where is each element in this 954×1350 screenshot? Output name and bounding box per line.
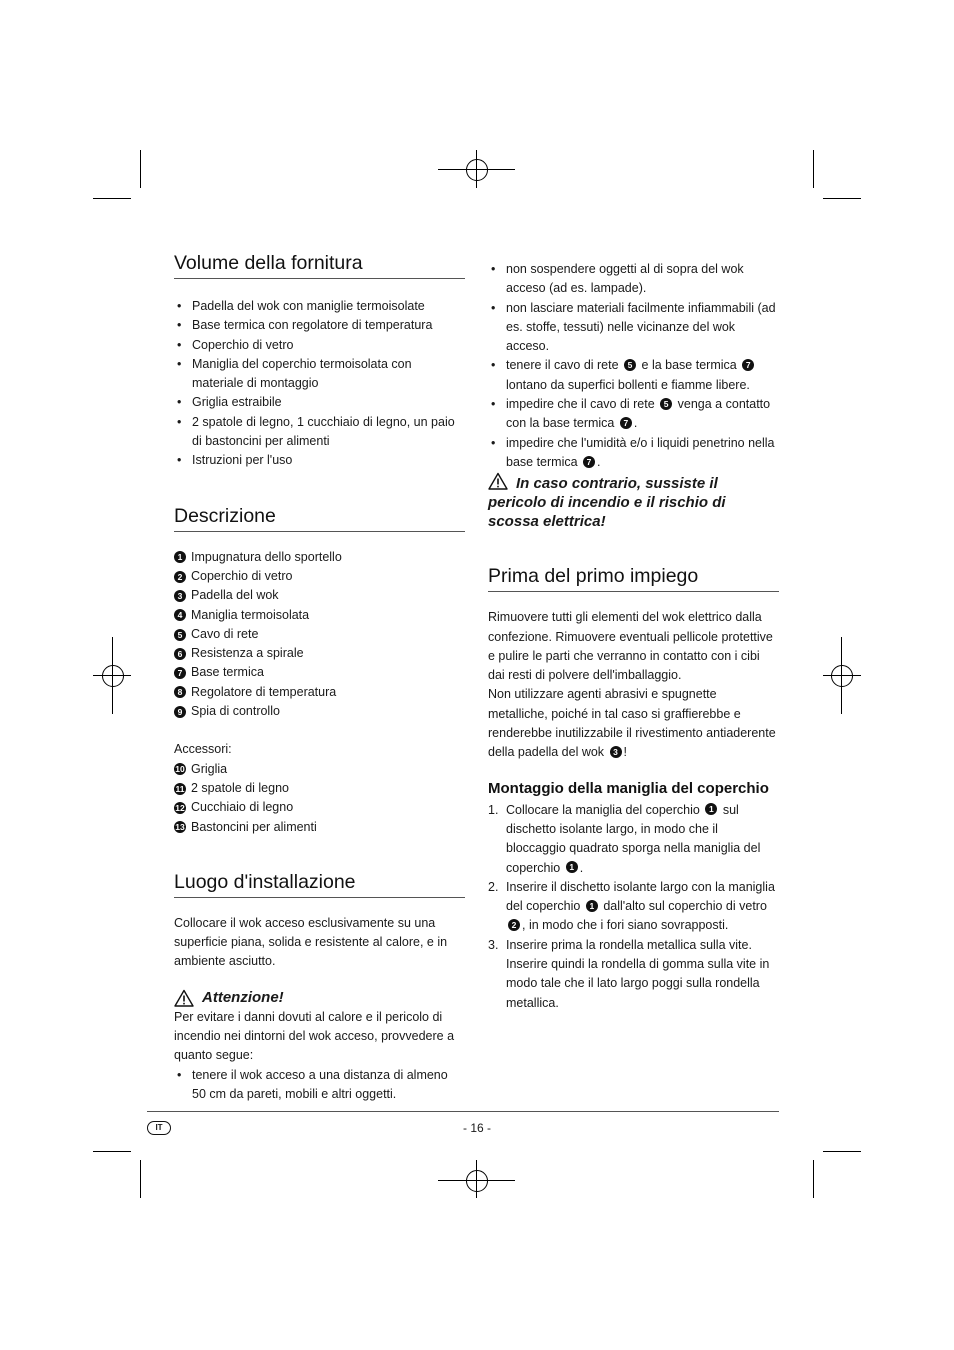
list-item: 2 Coperchio di vetro xyxy=(174,567,465,586)
part-number-badge: 13 xyxy=(175,822,185,833)
list-item: 11 2 spatole di legno xyxy=(175,780,289,795)
part-number-badge: 12 xyxy=(175,802,185,813)
list-item: 12 Cucchiaio di legno xyxy=(175,800,294,815)
attention-list xyxy=(174,1066,465,1105)
part-number-badge: 9 xyxy=(174,706,186,718)
part-ref-badge: 1 xyxy=(566,861,578,873)
part-number-badge: 11 xyxy=(175,783,185,794)
part-number-badge: 10 xyxy=(175,764,185,775)
danger-warning: In caso contrario, sussiste il pericolo di incendio e il rischio di scossa elettrica! xyxy=(488,472,779,531)
first-use-caution: Non utilizzare agenti abrasivi e spugnette metalliche, poiché in tal caso si graffierebbe e renderebbe inutilizzabile il rivestimento antiaderente della padella del wok 3 ! xyxy=(488,687,776,760)
list-item: 4 Maniglia termoisolata xyxy=(174,606,465,625)
part-ref-badge: 7 xyxy=(742,359,754,371)
part-number-badge: 2 xyxy=(174,571,186,583)
fornitura-list xyxy=(174,297,465,471)
assembly-steps xyxy=(488,801,779,1013)
list-item: • impedire che l'umidità e/o i liquidi penetrino nella base termica 7 . xyxy=(488,434,779,473)
part-number-badge: 4 xyxy=(174,609,186,621)
part-ref-badge: 2 xyxy=(508,919,520,931)
list-item: 3. Inserire prima la rondella metallica sulla vite. Inserire quindi la rondella di gomma sulla vite in modo tale che il lato largo poggi sulla rondella metallica. xyxy=(488,937,770,1010)
language-badge: IT xyxy=(147,1121,171,1135)
list-item: 6 Resistenza a spirale xyxy=(174,644,465,663)
accessories-label: Accessori: xyxy=(174,742,232,757)
list-item: • tenere il cavo di rete 5 e la base termica 7 lontano da superfici bollenti e fiamme libere. xyxy=(488,356,779,395)
list-item: 8 Regolatore di temperatura xyxy=(174,683,465,702)
part-number-badge: 6 xyxy=(174,648,186,660)
list-item: • Coperchio di vetro xyxy=(174,336,465,355)
part-ref-badge: 1 xyxy=(586,900,598,912)
warning-icon xyxy=(488,472,508,490)
part-ref-badge: 7 xyxy=(583,456,595,468)
list-item: 3 Padella del wok xyxy=(174,586,465,605)
warning-icon xyxy=(174,989,194,1007)
list-item: • Istruzioni per l'uso xyxy=(174,451,465,470)
part-number-badge: 5 xyxy=(174,629,186,641)
section-title-luogo: Luogo d'installazione xyxy=(174,871,465,898)
part-number-badge: 3 xyxy=(174,590,186,602)
list-item: • tenere il wok acceso a una distanza di almeno 50 cm da pareti, mobili e altri oggetti. xyxy=(174,1066,465,1105)
list-item: 5 Cavo di rete xyxy=(174,625,465,644)
list-item: 7 Base termica xyxy=(174,663,465,682)
part-ref-badge: 7 xyxy=(620,417,632,429)
list-item: • non sospendere oggetti al di sopra del wok acceso (ad es. lampade). xyxy=(488,260,779,299)
part-ref-badge: 3 xyxy=(610,746,622,758)
part-number-badge: 7 xyxy=(174,667,186,679)
list-item: • Griglia estraibile xyxy=(174,393,465,412)
list-item: 10 Griglia xyxy=(175,761,228,776)
list-item: • Base termica con regolatore di temperatura xyxy=(174,316,465,335)
list-item: 13 Bastoncini per alimenti xyxy=(175,819,317,834)
first-use-text: Rimuovere tutti gli elementi del wok elettrico dalla confezione. Rimuovere eventuali pellicole protettive e pulire le parti che verranno in contatto con i cibi dai resti di polvere dell'imballaggio. xyxy=(488,610,773,683)
installation-text: Collocare il wok acceso esclusivamente su una superficie piana, solida e resistente al calore, e in ambiente asciutto. xyxy=(174,915,448,969)
list-item: • Maniglia del coperchio termoisolata con materiale di montaggio xyxy=(174,355,465,394)
list-item: • Padella del wok con maniglie termoisolate xyxy=(174,297,465,316)
attention-heading: Attenzione! xyxy=(174,988,465,1008)
left-column xyxy=(174,252,465,1104)
part-ref-badge: 1 xyxy=(705,803,717,815)
part-ref-badge: 5 xyxy=(660,398,672,410)
attention-text: Per evitare i danni dovuti al calore e il pericolo di incendio nei dintorni del wok acceso, provvedere a quanto segue: xyxy=(174,1009,455,1063)
list-item: • 2 spatole di legno, 1 cucchiaio di legno, un paio di bastoncini per alimenti xyxy=(174,413,465,452)
accessories-list xyxy=(174,760,465,837)
page-number: - 16 - xyxy=(462,1121,491,1135)
part-number-badge: 1 xyxy=(174,551,186,563)
part-ref-badge: 5 xyxy=(624,359,636,371)
section-title-primo: Prima del primo impiego xyxy=(488,565,779,592)
list-item: • impedire che il cavo di rete 5 venga a contatto con la base termica 7 . xyxy=(488,395,779,434)
list-item: 9 Spia di controllo xyxy=(174,702,465,721)
subsection-title-montaggio: Montaggio della maniglia del coperchio xyxy=(488,779,769,797)
section-title-descrizione: Descrizione xyxy=(174,505,465,532)
list-item: 1. Collocare la maniglia del coperchio 1 sul dischetto isolante largo, in modo che il bloccaggio quadrato sporga nella maniglia del coperchio 1 . xyxy=(488,802,761,875)
footer-divider xyxy=(147,1111,779,1112)
list-item: 1 Impugnatura dello sportello xyxy=(174,548,465,567)
list-item: 2. Inserire il dischetto isolante largo con la maniglia del coperchio 1 dall'alto sul coperchio di vetro 2 , in modo che i fori siano sovrapposti. xyxy=(488,879,775,933)
list-item: • non lasciare materiali facilmente infiammabili (ad es. stoffe, tessuti) nelle vicinanze del wok acceso. xyxy=(488,299,779,357)
safety-list xyxy=(488,260,779,472)
right-column xyxy=(488,260,779,1013)
part-number-badge: 8 xyxy=(174,686,186,698)
parts-list xyxy=(174,548,465,722)
section-title-fornitura: Volume della fornitura xyxy=(174,252,465,279)
